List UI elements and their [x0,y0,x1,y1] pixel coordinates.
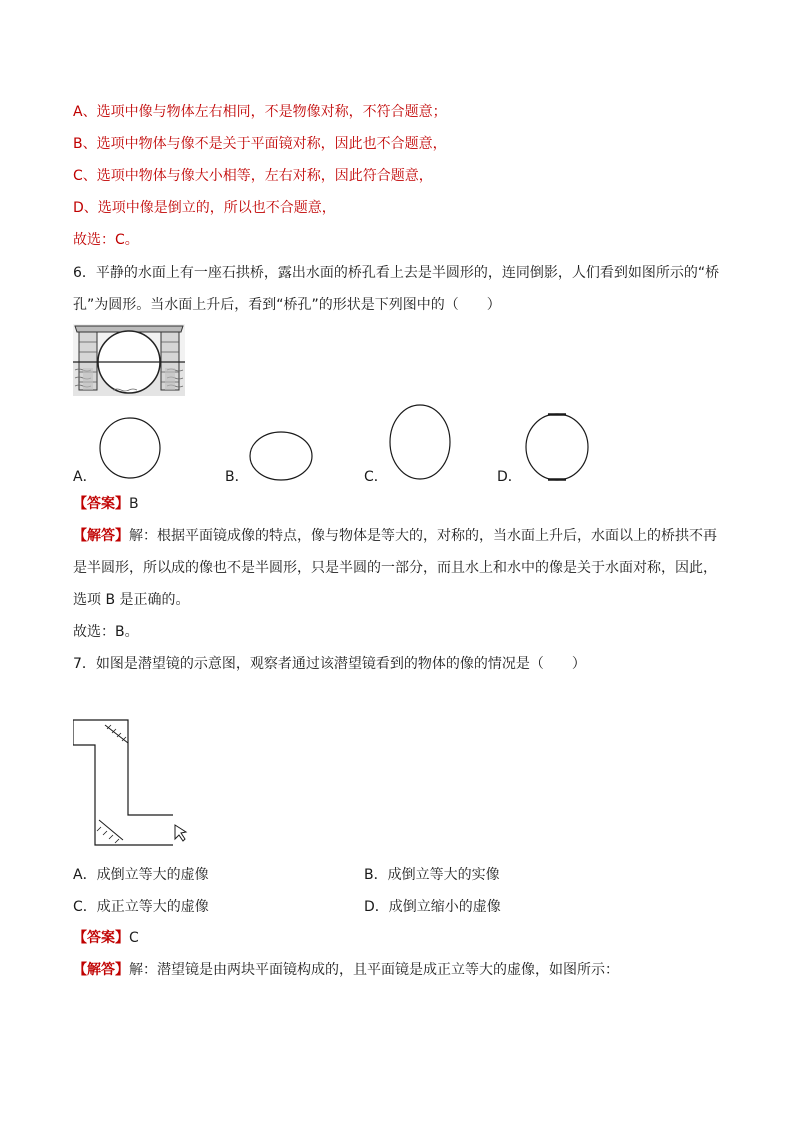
q6-stem-line2: 孔”为圆形。当水面上升后，看到“桥孔”的形状是下列图中的（ ） [73,297,501,313]
analysis-tag: 【解答】 [73,528,129,544]
solution-line-b: B、选项中物体与像不是关于平面镜对称，因此也不合题意， [73,136,447,152]
answer-value: C [129,930,139,946]
option-c-label: C． [364,469,388,485]
q6-analysis-line2: 是半圆形，所以成的像也不是半圆形，只是半圆的一部分，而且水上和水中的像是关于水面对称，因此， [73,560,717,576]
q6-answer [73,494,139,514]
q7-option-c: C．成正立等大的虚像 [73,899,209,915]
q6-analysis-line3: 选项 B 是正确的。 [73,592,190,608]
q5-conclusion: 故选：C。 [73,232,139,248]
periscope-figure [73,715,193,850]
solution-line-c: C、选项中物体与像大小相等，左右对称，因此符合题意， [73,168,433,184]
answer-tag: 【答案】 [73,496,129,512]
q6-stem-line1: 6．平静的水面上有一座石拱桥，露出水面的桥孔看上去是半圆形的，连同倒影，人们看到如图所示的“桥 [73,265,720,281]
q7-stem: 7．如图是潜望镜的示意图，观察者通过该潜望镜看到的物体的像的情况是（ ） [73,656,586,672]
solution-line-d: D、选项中像是倒立的，所以也不合题意， [73,200,336,216]
option-a-circle [98,416,162,480]
q7-answer [73,928,139,948]
q7-analysis [73,960,619,980]
eye-icon [175,825,186,841]
arch-bridge-figure [73,324,185,396]
option-d-shape [524,412,590,482]
option-b-label: B． [225,469,249,485]
option-b-ellipse [248,430,314,482]
q7-option-a: A．成倒立等大的虚像 [73,867,209,883]
q7-option-b: B．成倒立等大的实像 [364,867,500,883]
answer-tag: 【答案】 [73,930,129,946]
answer-value: B [129,496,139,512]
analysis-tag: 【解答】 [73,962,129,978]
option-c-ellipse [388,403,452,481]
q6-conclusion: 故选：B。 [73,624,139,640]
q7-option-d: D．成倒立缩小的虚像 [364,899,501,915]
option-a-label: A． [73,469,97,485]
q6-analysis-line1 [73,526,717,546]
analysis-text: 解：潜望镜是由两块平面镜构成的，且平面镜是成正立等大的虚像，如图所示： [129,962,619,978]
analysis-text: 解：根据平面镜成像的特点，像与物体是等大的，对称的，当水面上升后，水面以上的桥拱不再 [129,528,717,544]
solution-line-a: A、选项中像与物体左右相同，不是物像对称，不符合题意； [73,104,447,120]
option-d-label: D． [497,469,522,485]
